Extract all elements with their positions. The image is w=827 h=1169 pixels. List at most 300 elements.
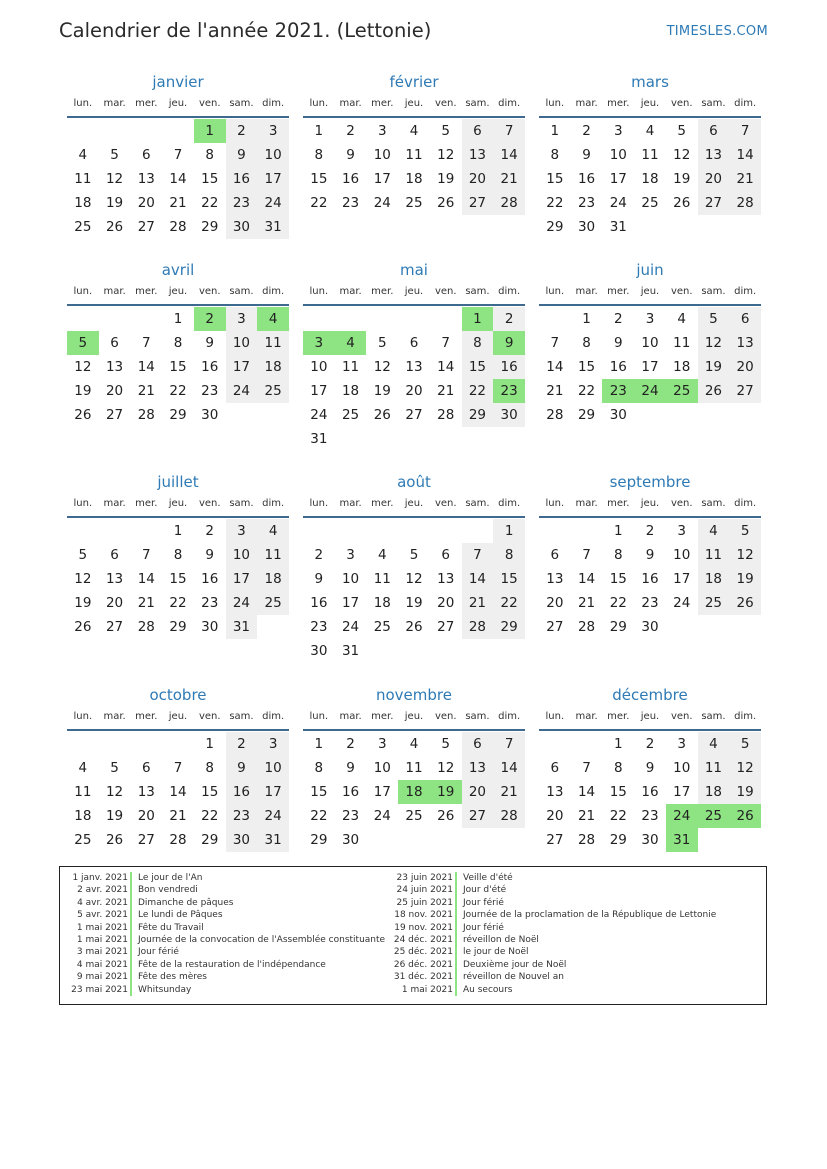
day-cell: 22 bbox=[609, 808, 627, 824]
weekday-name: ven. bbox=[670, 286, 693, 297]
day-cell: 19 bbox=[437, 171, 455, 187]
legend-item bbox=[390, 934, 716, 946]
day-cell: 1 bbox=[314, 736, 324, 752]
holiday-legend bbox=[59, 866, 767, 1005]
legend-date: 4 avr. 2021 bbox=[77, 897, 128, 908]
day-cell: 5 bbox=[110, 760, 119, 776]
weekday-name: dim. bbox=[498, 98, 521, 109]
day-cell: 17 bbox=[673, 784, 691, 800]
day-cell: 5 bbox=[110, 147, 119, 163]
day-cell: 28 bbox=[493, 191, 525, 215]
day-cell: 8 bbox=[462, 331, 494, 355]
legend-color-bar bbox=[455, 934, 457, 946]
weekday-name: jeu. bbox=[168, 498, 188, 509]
day-cell: 15 bbox=[493, 567, 525, 591]
day-cell: 10 bbox=[609, 147, 627, 163]
weekday-name: lun. bbox=[73, 98, 93, 109]
legend-holiday-name: réveillon de Noël bbox=[463, 934, 539, 945]
day-grid bbox=[67, 119, 289, 239]
day-cell: 2 bbox=[493, 307, 525, 331]
month-name: mai bbox=[400, 261, 428, 279]
legend-holiday-name: Journée de la convocation de l'Assemblée constituante bbox=[138, 934, 386, 945]
weekday-header bbox=[539, 708, 761, 731]
weekday-name: mer. bbox=[371, 98, 394, 109]
legend-date: 23 mai 2021 bbox=[71, 984, 128, 995]
weekday-name: mer. bbox=[371, 286, 394, 297]
day-cell: 17 bbox=[257, 780, 289, 804]
day-cell: 28 bbox=[546, 407, 564, 423]
day-cell: 25 bbox=[405, 195, 423, 211]
legend-holiday-name: Fête des mères bbox=[138, 972, 207, 983]
month-name: mars bbox=[631, 73, 669, 91]
legend-color-bar bbox=[130, 959, 132, 971]
day-cell: 7 bbox=[582, 760, 591, 776]
legend-holiday-name: Le jour de l'An bbox=[138, 873, 203, 883]
weekday-name: sam. bbox=[465, 498, 490, 509]
weekday-name: mar. bbox=[575, 711, 598, 722]
legend-color-bar bbox=[455, 959, 457, 971]
day-cell: 12 bbox=[74, 359, 92, 375]
day-cell: 7 bbox=[493, 119, 525, 143]
day-cell: 3 bbox=[613, 123, 623, 139]
weekday-header bbox=[67, 495, 289, 518]
day-cell: 16 bbox=[641, 571, 659, 587]
day-cell: 30 bbox=[310, 643, 328, 659]
empty-cell bbox=[398, 307, 430, 331]
weekday-name: sam. bbox=[701, 498, 726, 509]
day-cell: 4 bbox=[78, 760, 88, 776]
day-cell: 28 bbox=[577, 832, 596, 848]
day-cell: 14 bbox=[577, 571, 596, 587]
day-cell: 14 bbox=[493, 756, 525, 780]
empty-cell bbox=[130, 307, 162, 331]
legend-holiday-name: Jour férié bbox=[463, 922, 504, 933]
day-cell: 26 bbox=[373, 407, 391, 423]
weekday-name: dim. bbox=[498, 498, 521, 509]
day-cell: 11 bbox=[405, 147, 423, 163]
day-cell: 18 bbox=[74, 808, 92, 824]
day-cell: 28 bbox=[137, 619, 155, 635]
weekday-name: mer. bbox=[135, 498, 158, 509]
weekday-name: lun. bbox=[545, 711, 565, 722]
day-cell: 17 bbox=[257, 167, 289, 191]
weekday-name: mar. bbox=[103, 711, 126, 722]
weekday-name: ven. bbox=[434, 498, 457, 509]
day-cell: 21 bbox=[546, 383, 564, 399]
weekday-name: mer. bbox=[371, 711, 394, 722]
weekday-name: lun. bbox=[309, 711, 329, 722]
day-cell: 11 bbox=[698, 756, 730, 780]
day-cell: 27 bbox=[462, 804, 494, 828]
legend-column-right bbox=[390, 872, 716, 996]
month-calendar bbox=[303, 260, 525, 451]
day-grid bbox=[303, 732, 525, 852]
day-cell: 30 bbox=[201, 619, 219, 635]
day-cell: 25 bbox=[698, 591, 730, 615]
weekday-name: ven. bbox=[198, 286, 221, 297]
day-cell: 27 bbox=[729, 379, 761, 403]
day-cell: 17 bbox=[641, 359, 659, 375]
day-cell: 6 bbox=[550, 760, 560, 776]
day-cell: 20 bbox=[105, 595, 124, 611]
day-cell: 29 bbox=[577, 407, 596, 423]
day-cell: 14 bbox=[729, 143, 761, 167]
day-cell: 23 bbox=[226, 804, 258, 828]
day-cell: 10 bbox=[257, 756, 289, 780]
legend-date: 5 avr. 2021 bbox=[77, 910, 128, 921]
legend-color-bar bbox=[455, 922, 457, 934]
day-cell: 4 bbox=[698, 519, 730, 543]
weekday-name: mar. bbox=[103, 98, 126, 109]
month-name: août bbox=[397, 473, 431, 491]
day-cell: 29 bbox=[609, 832, 627, 848]
weekday-name: mer. bbox=[135, 98, 158, 109]
day-cell: 6 bbox=[550, 547, 560, 563]
month-name: septembre bbox=[609, 473, 691, 491]
day-cell: 15 bbox=[577, 359, 596, 375]
month-name: avril bbox=[161, 261, 195, 279]
day-cell: 15 bbox=[462, 355, 494, 379]
day-cell: 8 bbox=[613, 760, 623, 776]
month-calendar bbox=[67, 685, 289, 852]
day-cell: 28 bbox=[493, 804, 525, 828]
weekday-name: jeu. bbox=[404, 711, 424, 722]
day-cell: 6 bbox=[462, 119, 494, 143]
day-grid bbox=[67, 307, 289, 427]
day-cell: 10 bbox=[257, 143, 289, 167]
day-cell: 9 bbox=[346, 760, 355, 776]
day-cell: 27 bbox=[698, 191, 730, 215]
weekday-name: dim. bbox=[262, 286, 285, 297]
day-cell: 2 bbox=[645, 736, 655, 752]
weekday-name: mer. bbox=[607, 98, 630, 109]
day-cell: 12 bbox=[729, 543, 761, 567]
site-brand-link[interactable]: TIMESLES.COM bbox=[666, 24, 768, 39]
weekday-name: sam. bbox=[465, 711, 490, 722]
day-cell: 14 bbox=[169, 171, 187, 187]
day-cell: 22 bbox=[310, 808, 328, 824]
day-cell: 13 bbox=[462, 756, 494, 780]
day-cell: 21 bbox=[577, 595, 596, 611]
day-cell: 14 bbox=[462, 567, 494, 591]
day-cell: 11 bbox=[74, 171, 92, 187]
day-cell: 19 bbox=[729, 567, 761, 591]
day-cell: 9 bbox=[613, 335, 623, 351]
weekday-header bbox=[303, 95, 525, 118]
day-cell: 24 bbox=[257, 191, 289, 215]
day-cell: 18 bbox=[698, 780, 730, 804]
day-cell: 23 bbox=[641, 808, 659, 824]
weekday-name: sam. bbox=[229, 286, 254, 297]
empty-cell bbox=[67, 732, 99, 756]
legend-item bbox=[60, 946, 385, 958]
day-cell: 12 bbox=[405, 571, 423, 587]
day-cell: 9 bbox=[205, 335, 214, 351]
day-cell: 29 bbox=[310, 832, 328, 848]
weekday-name: lun. bbox=[73, 498, 93, 509]
day-cell: 12 bbox=[729, 756, 761, 780]
day-cell: 5 bbox=[729, 732, 761, 756]
month-name: juillet bbox=[157, 473, 199, 491]
legend-holiday-name: Veille d'été bbox=[463, 873, 513, 883]
empty-cell bbox=[571, 732, 603, 756]
legend-item bbox=[60, 984, 385, 996]
day-cell: 29 bbox=[169, 407, 187, 423]
legend-item bbox=[390, 946, 716, 958]
day-cell: 25 bbox=[405, 808, 423, 824]
day-cell: 11 bbox=[257, 331, 289, 355]
day-cell: 26 bbox=[698, 379, 730, 403]
day-cell: 6 bbox=[441, 547, 450, 563]
legend-item bbox=[390, 922, 716, 934]
day-cell: 29 bbox=[201, 219, 219, 235]
day-cell: 14 bbox=[137, 571, 155, 587]
legend-date: 3 mai 2021 bbox=[76, 947, 128, 958]
day-cell: 10 bbox=[226, 543, 258, 567]
weekday-name: lun. bbox=[545, 286, 565, 297]
day-cell: 15 bbox=[201, 171, 219, 187]
day-cell: 26 bbox=[74, 407, 92, 423]
weekday-name: jeu. bbox=[168, 711, 188, 722]
empty-cell bbox=[335, 307, 367, 331]
weekday-name: dim. bbox=[734, 498, 757, 509]
empty-cell bbox=[130, 119, 162, 143]
legend-date: 4 mai 2021 bbox=[76, 959, 128, 970]
day-cell: 2 bbox=[613, 311, 623, 327]
day-cell: 24 bbox=[257, 804, 289, 828]
day-cell: 18 bbox=[341, 383, 360, 399]
day-cell: 7 bbox=[462, 543, 494, 567]
day-cell: 14 bbox=[577, 784, 596, 800]
weekday-name: lun. bbox=[545, 98, 565, 109]
holiday-day-cell: 26 bbox=[729, 804, 761, 828]
legend-holiday-name: le jour de Noël bbox=[463, 947, 529, 958]
day-cell: 9 bbox=[205, 547, 214, 563]
day-cell: 15 bbox=[201, 784, 219, 800]
day-cell: 16 bbox=[226, 780, 258, 804]
legend-item bbox=[390, 872, 716, 884]
legend-holiday-name: réveillon de Nouvel an bbox=[463, 972, 564, 983]
day-cell: 21 bbox=[437, 383, 455, 399]
day-cell: 17 bbox=[310, 383, 328, 399]
day-cell: 6 bbox=[409, 335, 419, 351]
day-cell: 28 bbox=[577, 619, 596, 635]
day-cell: 29 bbox=[462, 403, 494, 427]
weekday-header bbox=[67, 283, 289, 306]
day-cell: 15 bbox=[609, 784, 627, 800]
weekday-name: mar. bbox=[575, 98, 598, 109]
holiday-day-cell: 19 bbox=[430, 780, 462, 804]
holiday-day-cell: 4 bbox=[257, 307, 289, 331]
day-cell: 12 bbox=[673, 147, 691, 163]
day-cell: 1 bbox=[550, 123, 560, 139]
day-cell: 25 bbox=[641, 195, 659, 211]
day-cell: 4 bbox=[78, 147, 88, 163]
day-cell: 20 bbox=[729, 355, 761, 379]
day-cell: 13 bbox=[437, 571, 455, 587]
day-cell: 2 bbox=[645, 523, 655, 539]
day-cell: 2 bbox=[314, 547, 324, 563]
legend-color-bar bbox=[130, 934, 132, 946]
day-cell: 11 bbox=[405, 760, 423, 776]
weekday-name: mar. bbox=[339, 711, 362, 722]
day-cell: 20 bbox=[698, 167, 730, 191]
weekday-name: jeu. bbox=[640, 711, 660, 722]
weekday-name: dim. bbox=[262, 498, 285, 509]
weekday-name: sam. bbox=[229, 498, 254, 509]
empty-cell bbox=[99, 732, 131, 756]
day-cell: 16 bbox=[609, 359, 627, 375]
day-grid bbox=[67, 519, 289, 639]
day-cell: 25 bbox=[257, 379, 289, 403]
month-calendar bbox=[539, 260, 761, 427]
holiday-day-cell: 1 bbox=[462, 307, 494, 331]
day-cell: 21 bbox=[462, 591, 494, 615]
day-cell: 8 bbox=[493, 543, 525, 567]
weekday-name: ven. bbox=[198, 711, 221, 722]
day-cell: 14 bbox=[546, 359, 564, 375]
weekday-name: sam. bbox=[229, 711, 254, 722]
empty-cell bbox=[303, 519, 335, 543]
weekday-name: mar. bbox=[575, 498, 598, 509]
day-cell: 24 bbox=[226, 379, 258, 403]
day-cell: 22 bbox=[201, 195, 219, 211]
day-cell: 15 bbox=[169, 571, 187, 587]
day-cell: 3 bbox=[377, 123, 387, 139]
day-cell: 19 bbox=[673, 171, 691, 187]
weekday-name: mar. bbox=[339, 98, 362, 109]
day-cell: 13 bbox=[698, 143, 730, 167]
day-cell: 13 bbox=[462, 143, 494, 167]
holiday-day-cell: 18 bbox=[398, 780, 430, 804]
day-cell: 7 bbox=[729, 119, 761, 143]
legend-date: 24 déc. 2021 bbox=[393, 934, 453, 945]
day-cell: 9 bbox=[226, 143, 258, 167]
legend-date: 2 avr. 2021 bbox=[77, 885, 128, 896]
day-cell: 16 bbox=[577, 171, 596, 187]
day-cell: 16 bbox=[493, 355, 525, 379]
legend-date: 1 janv. 2021 bbox=[72, 873, 128, 883]
day-cell: 28 bbox=[169, 219, 187, 235]
day-cell: 21 bbox=[169, 808, 187, 824]
day-cell: 11 bbox=[641, 147, 659, 163]
legend-holiday-name: Bon vendredi bbox=[138, 885, 198, 896]
day-grid bbox=[539, 119, 761, 239]
day-cell: 20 bbox=[462, 780, 494, 804]
day-cell: 11 bbox=[673, 335, 691, 351]
day-cell: 27 bbox=[405, 407, 423, 423]
legend-color-bar bbox=[455, 884, 457, 896]
day-cell: 11 bbox=[74, 784, 92, 800]
day-cell: 27 bbox=[546, 832, 564, 848]
holiday-day-cell: 24 bbox=[634, 379, 666, 403]
legend-item bbox=[390, 897, 716, 909]
legend-item bbox=[390, 959, 716, 971]
weekday-name: mar. bbox=[103, 286, 126, 297]
day-cell: 5 bbox=[409, 547, 419, 563]
day-cell: 10 bbox=[373, 147, 391, 163]
day-cell: 27 bbox=[546, 619, 564, 635]
day-cell: 30 bbox=[226, 828, 258, 852]
month-name: novembre bbox=[376, 686, 452, 704]
day-cell: 22 bbox=[609, 595, 627, 611]
day-cell: 26 bbox=[437, 195, 455, 211]
weekday-name: lun. bbox=[73, 711, 93, 722]
day-cell: 20 bbox=[546, 595, 564, 611]
legend-color-bar bbox=[455, 872, 457, 884]
day-cell: 25 bbox=[74, 219, 92, 235]
day-cell: 14 bbox=[169, 784, 187, 800]
day-cell: 11 bbox=[341, 359, 360, 375]
day-cell: 2 bbox=[582, 123, 591, 139]
weekday-name: mer. bbox=[607, 498, 630, 509]
day-cell: 22 bbox=[493, 591, 525, 615]
day-cell: 22 bbox=[169, 595, 187, 611]
day-cell: 17 bbox=[373, 171, 391, 187]
day-cell: 13 bbox=[137, 171, 155, 187]
day-cell: 9 bbox=[645, 547, 655, 563]
empty-cell bbox=[303, 307, 335, 331]
month-calendar bbox=[539, 685, 761, 852]
day-cell: 15 bbox=[546, 171, 564, 187]
legend-color-bar bbox=[130, 922, 132, 934]
month-calendar bbox=[67, 72, 289, 239]
day-cell: 1 bbox=[613, 736, 623, 752]
day-cell: 5 bbox=[441, 736, 450, 752]
weekday-name: sam. bbox=[465, 98, 490, 109]
legend-color-bar bbox=[130, 897, 132, 909]
day-cell: 8 bbox=[550, 147, 560, 163]
day-cell: 22 bbox=[201, 808, 219, 824]
weekday-name: sam. bbox=[465, 286, 490, 297]
day-cell: 3 bbox=[677, 523, 686, 539]
day-cell: 13 bbox=[137, 784, 155, 800]
day-cell: 26 bbox=[105, 219, 124, 235]
legend-date: 1 mai 2021 bbox=[76, 934, 128, 945]
weekday-name: sam. bbox=[701, 98, 726, 109]
day-cell: 31 bbox=[609, 219, 627, 235]
holiday-day-cell: 31 bbox=[666, 828, 698, 852]
month-name: février bbox=[389, 73, 439, 91]
day-cell: 25 bbox=[341, 407, 360, 423]
day-cell: 13 bbox=[105, 359, 124, 375]
weekday-name: lun. bbox=[545, 498, 565, 509]
day-cell: 30 bbox=[201, 407, 219, 423]
day-cell: 7 bbox=[141, 547, 151, 563]
legend-color-bar bbox=[130, 884, 132, 896]
day-cell: 10 bbox=[341, 571, 360, 587]
day-cell: 2 bbox=[205, 523, 214, 539]
day-cell: 6 bbox=[729, 307, 761, 331]
day-cell: 25 bbox=[373, 619, 391, 635]
legend-item bbox=[60, 872, 385, 884]
day-grid bbox=[539, 519, 761, 639]
day-cell: 27 bbox=[137, 219, 155, 235]
empty-cell bbox=[571, 519, 603, 543]
empty-cell bbox=[462, 519, 494, 543]
day-cell: 17 bbox=[609, 171, 627, 187]
empty-cell bbox=[366, 307, 398, 331]
holiday-day-cell: 1 bbox=[194, 119, 226, 143]
legend-color-bar bbox=[455, 897, 457, 909]
day-cell: 19 bbox=[74, 595, 92, 611]
day-cell: 5 bbox=[377, 335, 387, 351]
day-cell: 23 bbox=[226, 191, 258, 215]
weekday-name: mar. bbox=[339, 286, 362, 297]
day-cell: 9 bbox=[582, 147, 591, 163]
weekday-name: mer. bbox=[135, 286, 158, 297]
day-cell: 16 bbox=[201, 359, 219, 375]
